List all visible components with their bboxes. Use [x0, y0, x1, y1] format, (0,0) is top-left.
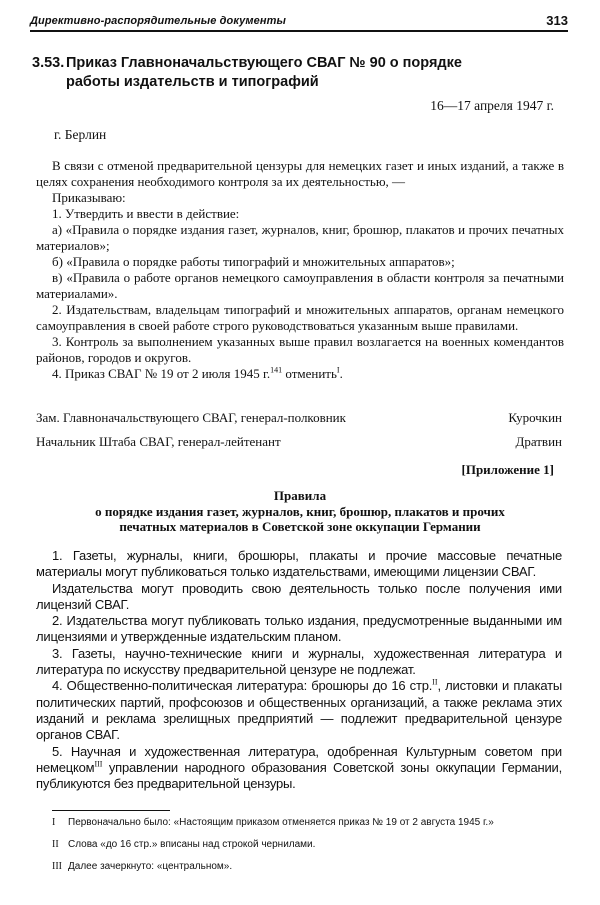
- footnote-ref-III: III: [94, 759, 103, 769]
- rules-title-line1: Правила: [273, 488, 327, 503]
- order-command: Приказываю:: [52, 190, 126, 205]
- document-title-line2: работы издательств и типографий: [66, 74, 319, 90]
- document-title: [32, 54, 552, 92]
- footnote: [52, 817, 562, 829]
- page-number: 313: [546, 13, 568, 28]
- footnote-ref-I: I: [336, 365, 340, 375]
- footnotes: [52, 817, 562, 883]
- footnote: [52, 861, 562, 873]
- footnote-text: Первоначально было: «Настоящим приказом отменяется приказ № 19 от 2 августа 1945 г.»: [68, 817, 494, 828]
- rules-title-line3: печатных материалов в Советской зоне оккупации Германии: [119, 519, 481, 534]
- rule-4-start: 4. Общественно-политическая литература: брошюры до 16 стр.: [52, 678, 433, 694]
- rule-1b: Издательства могут проводить свою деятельность только после получения ими лицензий СВАГ.: [36, 580, 562, 612]
- rule-5: [36, 744, 562, 793]
- footnote-divider: [52, 810, 170, 811]
- rules-title: [36, 488, 564, 535]
- footnote-text: Далее зачеркнуто: «центральном».: [68, 861, 233, 872]
- order-item-4-dot: .: [339, 366, 343, 381]
- order-intro: В связи с отменой предварительной цензуры для немецких газет и иных изданий, а также в целях сохранения необходимого контроля за их деятельностью, —: [36, 158, 564, 189]
- footnote-mark: III: [52, 861, 62, 872]
- signatures: [36, 410, 562, 458]
- order-item-3: 3. Контроль за выполнением указанных выше правил возлагается на военных комендантов районов, городов и округов.: [36, 334, 564, 365]
- document-title-line1: [32, 54, 552, 73]
- rules-title-line2: о порядке издания газет, журналов, книг, брошюр, плакатов и прочих: [95, 503, 505, 519]
- signature-position: Начальник Штаба СВАГ, генерал-лейтенант: [36, 434, 281, 449]
- rule-5-start: 5. Научная и художественная литература, одобренная Культурным советом при немецком: [36, 743, 562, 775]
- appendix-label: [Приложение 1]: [461, 462, 554, 477]
- footnote-ref-II: II: [432, 678, 438, 688]
- order-item-1b: б) «Правила о порядке работы типографий и множительных аппаратов»;: [52, 254, 455, 269]
- rules-body: [36, 548, 562, 792]
- order-item-2: 2. Издательствам, владельцам типографий и множительных аппаратов, органам немецкого самоуправления в своей работе строго руководствоваться указанным выше правилами.: [36, 302, 564, 333]
- rule-4-end: , листовки и плакаты политических партий, профсоюзов и общественных организаций, а также реклама этих изданий и реклама зрелищных предприятий — подлежит предварительной цензуре органов СВАГ.: [36, 678, 562, 743]
- document-number: 3.53.: [32, 55, 65, 71]
- order-item-4-end: отменить: [282, 366, 337, 381]
- order-body: [36, 158, 564, 382]
- rule-2: 2. Издательства могут публиковать только издания, предусмотренные выданными им лицензиями и утвержденные издательским планом.: [36, 613, 562, 645]
- signature-position: Зам. Главноначальствующего СВАГ, генерал-полковник: [36, 410, 346, 425]
- rule-1: 1. Газеты, журналы, книги, брошюры, плакаты и прочие массовые печатные материалы могут публиковаться только издательствами, имеющими лицензии СВАГ.: [36, 548, 562, 580]
- order-item-1a: а) «Правила о порядке издания газет, журналов, книг, брошюр, плакатов и прочих печатных материалов»;: [36, 222, 564, 253]
- order-item-4-text: 4. Приказ СВАГ № 19 от 2 июля 1945 г.: [52, 366, 271, 381]
- order-item-1c: в) «Правила о работе органов немецкого самоуправления в области контроля за печатными материалами».: [36, 270, 564, 301]
- footnote-mark: II: [52, 839, 59, 850]
- footnote-mark: I: [52, 817, 56, 828]
- signature-name: Курочкин: [508, 410, 562, 425]
- signature-row: [36, 434, 562, 458]
- rule-3: 3. Газеты, научно-технические книги и журналы, художественная литература и литература по искусству предварительной цензуре не подлежат.: [36, 645, 562, 678]
- document-title-text1: Приказ Главноначальствующего СВАГ № 90 о порядке: [66, 55, 462, 71]
- document-place: г. Берлин: [54, 127, 107, 142]
- running-head: [30, 8, 568, 32]
- footnote-text: Слова «до 16 стр.» вписаны над строкой чернилами.: [68, 839, 316, 850]
- signature-row: [36, 410, 562, 434]
- running-head-title: Директивно-распорядительные документы: [30, 15, 286, 27]
- order-item-4: [36, 366, 564, 382]
- signature-name: Дратвин: [515, 434, 562, 449]
- rule-4: [36, 678, 562, 743]
- footnote: [52, 839, 562, 851]
- order-item-1: 1. Утвердить и ввести в действие:: [52, 206, 240, 221]
- rule-5-end: управлении народного образования Советской зоны оккупации Германии, публикуются без предварительной цензуры.: [36, 759, 562, 792]
- document-date: 16—17 апреля 1947 г.: [430, 98, 554, 113]
- endnote-ref-141: 141: [270, 365, 283, 375]
